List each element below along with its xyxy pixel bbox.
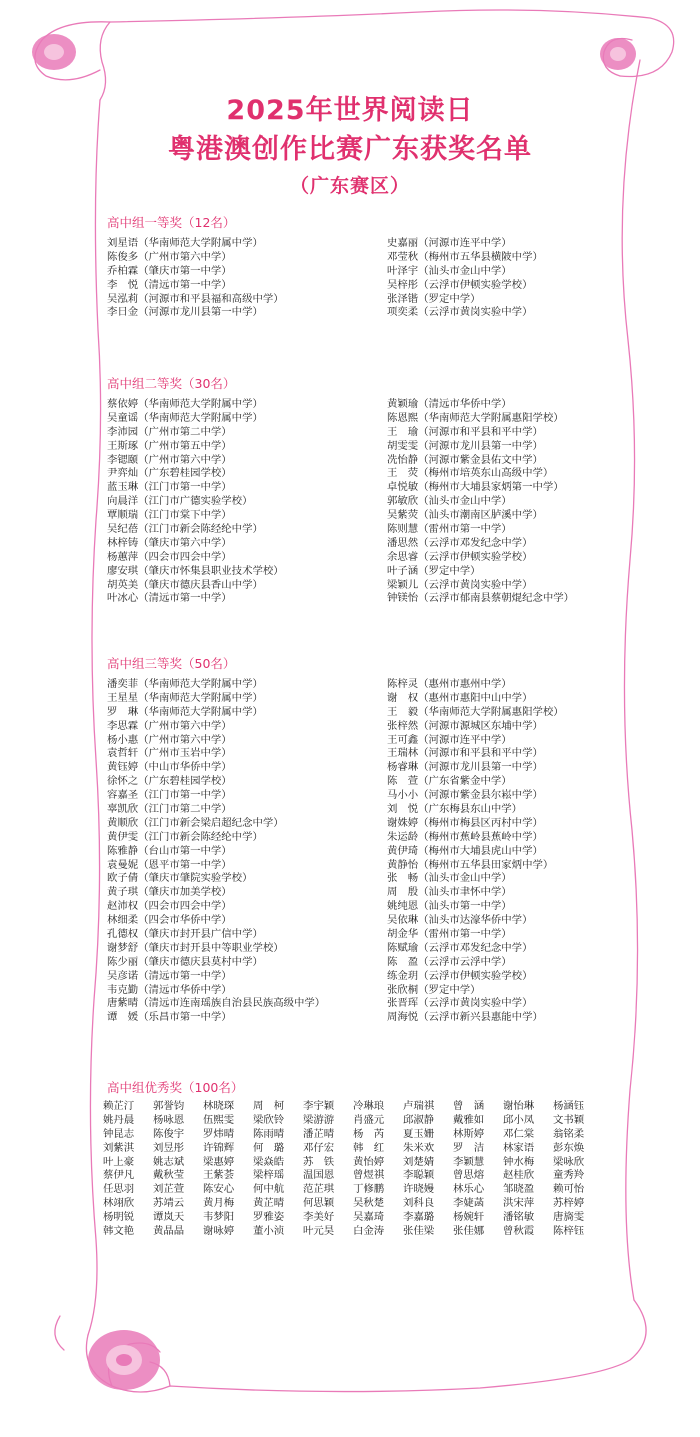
- winner-name: 李聪颖: [403, 1169, 435, 1182]
- winner-name: 曾秋霞: [503, 1225, 535, 1238]
- winner-name: 白金涛: [353, 1225, 385, 1238]
- section-heading: 高中组优秀奖（100名）: [107, 1080, 244, 1095]
- winner-entry: 史嘉丽（河源市连平中学）: [387, 237, 512, 249]
- winner-name: 刘楚婧: [403, 1155, 435, 1168]
- winner-name: 潘芷晴: [303, 1127, 335, 1140]
- winner-name: 林家语: [503, 1141, 535, 1154]
- winner-entry: 马小小（河源市紫金县尔崧中学）: [387, 789, 543, 802]
- winner-name: 杨 芮: [353, 1127, 385, 1140]
- winner-entry: 邓莹秋（梅州市五华县横陂中学）: [387, 250, 543, 263]
- winner-entry: 吴泓莉（河源市和平县福和高级中学）: [107, 292, 284, 305]
- winner-name: 梁欣铃: [253, 1113, 285, 1126]
- winner-name: 苏 铁: [303, 1155, 335, 1168]
- winner-entry: 谢梦舒（肇庆市封开县中等职业学校）: [107, 941, 284, 954]
- winner-entry: 王 瑜（河源市和平县和平中学）: [387, 425, 543, 438]
- winner-name: 曾 涵: [453, 1100, 485, 1112]
- winner-name: 童秀羚: [553, 1169, 585, 1182]
- winner-name: 周 柯: [253, 1100, 285, 1112]
- winner-entry: 陈 萱（广东省紫金中学）: [387, 775, 512, 788]
- section-heading: 高中组三等奖（50名）: [107, 656, 236, 671]
- winner-name: 邱小凤: [503, 1113, 535, 1126]
- winners-name-grid: [103, 1100, 603, 1239]
- winner-name: 谢怡琳: [503, 1100, 535, 1112]
- winner-name: 李宇颖: [303, 1100, 335, 1112]
- winner-name: 韩 红: [353, 1141, 385, 1154]
- winner-entry: 王 荧（梅州市培英东山高级中学）: [387, 467, 554, 480]
- winner-entry: 谢姝婷（梅州市梅县区丙村中学）: [387, 816, 543, 829]
- winner-entry: 陈雅静（台山市第一中学）: [107, 844, 232, 857]
- winner-entry: 赵沛权（四会市四会中学）: [107, 900, 232, 913]
- winner-name: 林斯婷: [453, 1127, 485, 1140]
- winner-entry: 陈梓灵（惠州市惠州中学）: [387, 678, 512, 690]
- winner-entry: 郭敏欣（汕头市金山中学）: [387, 495, 512, 508]
- winner-name: 吴秋楚: [353, 1197, 385, 1210]
- winner-entry: 欧子倩（肇庆市肇院实验学校）: [107, 872, 253, 885]
- winner-name: 何 璐: [253, 1141, 285, 1154]
- winners-right-column: [387, 678, 564, 1025]
- winner-entry: 卓悦敏（梅州市大埔县家炳第一中学）: [387, 481, 564, 494]
- winner-entry: 叶子涵（罗定中学）: [387, 564, 481, 577]
- winner-entry: 李锶颐（广州市第六中学）: [107, 453, 232, 466]
- winner-name: 陈俊宇: [153, 1127, 185, 1140]
- winner-name: 黄月梅: [203, 1197, 235, 1210]
- winner-name: 梁梓瑶: [253, 1169, 285, 1182]
- winner-entry: 项奕柔（云浮市黄岗实验中学）: [387, 306, 533, 319]
- winner-entry: 黄顺欣（江门市新会梁启超纪念中学）: [107, 816, 284, 829]
- winner-name: 黄怡婷: [353, 1155, 385, 1168]
- winner-name: 唐旖雯: [553, 1211, 585, 1224]
- winner-entry: 谭 媛（乐昌市第一中学）: [107, 1011, 232, 1024]
- winner-entry: 谢 权（惠州市惠阳中山中学）: [387, 691, 533, 704]
- winner-name: 夏玉姗: [403, 1127, 435, 1140]
- section-heading: 高中组二等奖（30名）: [107, 376, 236, 391]
- winner-name: 陈雨晴: [253, 1127, 285, 1140]
- winner-entry: 陈 盈（云浮市云浮中学）: [387, 955, 512, 968]
- winner-entry: 叶冰心（清远市第一中学）: [107, 592, 232, 605]
- winner-entry: 王可鑫（河源市连平中学）: [387, 733, 512, 746]
- winner-name: 梁焱皓: [253, 1155, 285, 1168]
- winner-name: 罗 洁: [453, 1141, 485, 1154]
- winner-entry: 杨睿琳（河源市龙川县第一中学）: [387, 761, 543, 774]
- winner-entry: 周 殷（汕头市聿怀中学）: [387, 886, 512, 899]
- winner-entry: 潘奕菲（华南师范大学附属中学）: [107, 678, 263, 690]
- winner-entry: 王瑞林（河源市和平县和平中学）: [387, 747, 543, 760]
- winner-entry: 黄子琪（肇庆市加美学校）: [107, 886, 232, 899]
- winner-entry: 胡金华（雷州市第一中学）: [387, 928, 512, 941]
- winner-name: 何思颖: [303, 1197, 335, 1210]
- title-line-3: （广东赛区）: [289, 175, 410, 197]
- winner-name: 翁铭柔: [553, 1127, 585, 1140]
- winner-name: 邹晓盈: [503, 1183, 535, 1196]
- winner-entry: 黄伊琦（梅州市大埔县虎山中学）: [387, 844, 543, 857]
- winner-name: 吴嘉琦: [353, 1211, 385, 1224]
- title-line-2: 粤港澳创作比赛广东获奖名单: [168, 134, 532, 165]
- winner-entry: 孔德权（肇庆市封开县广信中学）: [107, 928, 263, 941]
- winner-name: 黄芷晴: [253, 1197, 285, 1210]
- winner-entry: 黄伊雯（江门市新会陈经纶中学）: [107, 830, 263, 843]
- winner-name: 张佳梁: [403, 1225, 435, 1238]
- winner-name: 梁游游: [303, 1113, 335, 1126]
- winner-name: 杨涵钰: [553, 1100, 585, 1112]
- winner-entry: 袁曼妮（恩平市第一中学）: [107, 858, 232, 871]
- winner-name: 黄晶晶: [153, 1225, 185, 1238]
- winner-name: 罗炜晴: [203, 1127, 235, 1140]
- bottom-roll: [86, 1300, 646, 1392]
- winner-entry: 辜凯欣（江门市第二中学）: [107, 803, 232, 816]
- winner-name: 邱淑静: [403, 1113, 435, 1126]
- winner-name: 潘铭敏: [503, 1211, 535, 1224]
- winner-name: 许晓嫚: [403, 1183, 435, 1196]
- winner-name: 温国恩: [303, 1169, 335, 1182]
- winner-entry: 刘星语（华南师范大学附属中学）: [107, 237, 263, 249]
- winner-name: 伍熙雯: [203, 1113, 235, 1126]
- winner-name: 刘芷萱: [153, 1183, 185, 1196]
- winner-entry: 黄钰婷（中山市华侨中学）: [107, 761, 232, 774]
- winners-right-column: [387, 237, 543, 320]
- winner-entry: 王 毅（华南师范大学附属惠阳学校）: [387, 705, 564, 718]
- winner-name: 李婕菡: [453, 1197, 485, 1210]
- winner-name: 林晓琛: [203, 1100, 235, 1112]
- winner-entry: 覃顺瑞（江门市棠下中学）: [107, 509, 232, 522]
- title-line-1: 2025年世界阅读日: [226, 95, 474, 126]
- winner-entry: 梁颖儿（云浮市黄岗实验中学）: [387, 578, 533, 591]
- winner-name: 王紫荟: [203, 1169, 235, 1182]
- winner-entry: 余思睿（云浮市伊顿实验学校）: [387, 550, 533, 563]
- section-heading: 高中组一等奖（12名）: [107, 215, 236, 230]
- right-edge: [622, 60, 640, 1300]
- winner-entry: 钟镁怡（云浮市郁南县蔡朝焜纪念中学）: [387, 592, 575, 605]
- winner-entry: 黄颖瑜（清远市华侨中学）: [387, 398, 512, 410]
- winner-name: 朱米欢: [403, 1141, 435, 1154]
- winner-entry: 李日金（河源市龙川县第一中学）: [107, 306, 263, 319]
- winner-entry: 张 畅（汕头市金山中学）: [387, 872, 512, 885]
- winner-name: 卢瑞祺: [403, 1100, 435, 1112]
- winner-entry: 向晨洋（江门市广德实验学校）: [107, 495, 253, 508]
- winner-entry: 胡雯雯（河源市龙川县第一中学）: [387, 439, 543, 452]
- left-edge: [88, 100, 101, 1335]
- winner-name: 彭东焕: [553, 1141, 585, 1154]
- winner-name: 刘昱彤: [153, 1141, 185, 1154]
- winner-name: 杨明锐: [103, 1211, 135, 1224]
- winner-entry: 周海悦（云浮市新兴县惠能中学）: [387, 1011, 543, 1024]
- winner-name: 叶上豪: [103, 1155, 135, 1168]
- winner-name: 任思羽: [103, 1183, 135, 1196]
- winner-entry: 吴纪蓓（江门市新会陈经纶中学）: [107, 523, 263, 536]
- winner-entry: 陈少丽（肇庆市德庆县莫村中学）: [107, 955, 263, 968]
- winner-entry: 张晋珲（云浮市黄岗实验中学）: [387, 997, 533, 1010]
- winner-name: 赖芷汀: [103, 1100, 135, 1112]
- winner-name: 冷琳琅: [353, 1100, 385, 1112]
- winner-entry: 张梓然（河源市源城区东埔中学）: [387, 719, 543, 732]
- winner-name: 丁修鹏: [353, 1183, 385, 1196]
- winner-name: 谢咏婷: [203, 1225, 235, 1238]
- winner-name: 肖盛元: [353, 1113, 385, 1126]
- winner-entry: 徐怀之（广东碧桂园学校）: [107, 775, 232, 788]
- winner-name: 邓仁棠: [503, 1127, 535, 1140]
- winner-entry: 唐紫晴（清远市连南瑶族自治县民族高级中学）: [107, 997, 326, 1010]
- winners-right-column: [387, 398, 574, 606]
- winner-name: 陈安心: [203, 1183, 235, 1196]
- winners-left-column: [107, 678, 325, 1025]
- winner-entry: 罗 琳（华南师范大学附属中学）: [107, 705, 263, 718]
- winner-name: 梁惠婷: [203, 1155, 235, 1168]
- winner-name: 曾煜祺: [353, 1169, 385, 1182]
- winner-entry: 潘思然（云浮市邓发纪念中学）: [387, 536, 533, 549]
- winner-entry: 练金玥（云浮市伊顿实验学校）: [387, 969, 533, 982]
- winner-entry: 陈则慧（雷州市第一中学）: [387, 523, 512, 536]
- winner-entry: 乔柏霖（肇庆市第一中学）: [107, 264, 232, 277]
- winner-entry: 陈赋瑜（云浮市邓发纪念中学）: [387, 941, 533, 954]
- winner-name: 文书颖: [553, 1113, 585, 1126]
- winner-name: 罗雅姿: [253, 1211, 285, 1224]
- winner-name: 林翊欣: [103, 1197, 135, 1210]
- winner-entry: 杨蕙萍（四会市四会中学）: [107, 550, 232, 563]
- winner-entry: 吴彦诺（清远市第一中学）: [107, 969, 232, 982]
- winner-name: 范芷琪: [303, 1183, 335, 1196]
- winner-entry: 王斯琢（广州市第五中学）: [107, 439, 232, 452]
- top-roll: [42, 10, 674, 77]
- winner-entry: 陈俊多（广州市第六中学）: [107, 250, 232, 263]
- winner-name: 韩文艳: [103, 1225, 135, 1238]
- winner-name: 谭岚天: [153, 1211, 185, 1224]
- winner-name: 郭誉钧: [153, 1100, 185, 1112]
- winner-entry: 黄静怡（梅州市五华县田家炳中学）: [387, 858, 554, 871]
- winner-entry: 容嘉圣（江门市第一中学）: [107, 789, 232, 802]
- winner-name: 李嘉璐: [403, 1211, 435, 1224]
- winner-entry: 姚纯恩（汕头市第一中学）: [387, 900, 512, 913]
- winner-entry: 林细柔（四会市华侨中学）: [107, 914, 232, 927]
- winner-entry: 张欣桐（罗定中学）: [387, 983, 481, 996]
- winner-name: 姚志斌: [153, 1155, 185, 1168]
- winner-name: 钟水梅: [503, 1155, 535, 1168]
- winner-name: 邓仔宏: [303, 1141, 335, 1154]
- winners-left-column: [107, 398, 284, 606]
- winner-name: 曾思熔: [453, 1169, 485, 1182]
- winner-entry: 朱运龄（梅州市蕉岭县蕉岭中学）: [387, 830, 543, 843]
- winner-name: 韦梦阳: [203, 1211, 235, 1224]
- winner-name: 董小浈: [253, 1225, 285, 1238]
- winner-entry: 李沛园（广州市第二中学）: [107, 425, 232, 438]
- winner-entry: 李 悦（清远市第一中学）: [107, 278, 232, 291]
- winner-name: 戴秋莹: [153, 1169, 185, 1182]
- winner-entry: 胡英美（肇庆市德庆县香山中学）: [107, 578, 263, 591]
- winner-name: 杨咏恩: [153, 1113, 185, 1126]
- winner-name: 叶元昊: [303, 1225, 335, 1238]
- winner-entry: 蔡依婷（华南师范大学附属中学）: [107, 398, 263, 410]
- winner-entry: 陈恩熙（华南师范大学附属惠阳学校）: [387, 411, 564, 424]
- winners-left-column: [107, 237, 284, 320]
- winner-name: 苏梓婷: [553, 1197, 585, 1210]
- winner-entry: 吴紫荧（汕头市潮南区胪溪中学）: [387, 509, 543, 522]
- winner-name: 许锦辉: [203, 1141, 235, 1154]
- winner-name: 赵桂欣: [503, 1169, 535, 1182]
- winner-name: 苏靖云: [153, 1197, 185, 1210]
- winner-entry: 蓝玉琳（江门市第一中学）: [107, 481, 232, 494]
- winner-name: 钟昆志: [103, 1127, 135, 1140]
- winner-name: 蔡伊凡: [103, 1169, 135, 1182]
- winner-entry: 尹弈灿（广东碧桂园学校）: [107, 467, 232, 480]
- winner-name: 李美好: [303, 1211, 335, 1224]
- winner-entry: 吴梓彤（云浮市伊顿实验学校）: [387, 278, 533, 291]
- winner-name: 洪宋萍: [503, 1197, 535, 1210]
- winner-name: 张佳娜: [453, 1225, 485, 1238]
- winner-name: 赖可怡: [553, 1183, 585, 1196]
- winner-name: 杨婉轩: [453, 1211, 485, 1224]
- winner-entry: 袁哲轩（广州市玉岩中学）: [107, 747, 232, 760]
- winner-entry: 廖安琪（肇庆市怀集县职业技术学校）: [107, 564, 284, 577]
- winner-name: 姚丹晨: [103, 1113, 135, 1126]
- winner-name: 刘紫淇: [103, 1141, 135, 1154]
- winner-entry: 王星星（华南师范大学附属中学）: [107, 691, 263, 704]
- winner-name: 陈梓钰: [553, 1225, 585, 1238]
- winner-entry: 叶泽宇（汕头市金山中学）: [387, 264, 512, 277]
- winner-entry: 冼怡静（河源市紫金县佑文中学）: [387, 453, 543, 466]
- winner-name: 何中航: [253, 1183, 285, 1196]
- winner-name: 李颖慧: [453, 1155, 485, 1168]
- winner-name: 林乐心: [453, 1183, 485, 1196]
- winner-entry: 吴依琳（汕头市达濠华侨中学）: [387, 914, 533, 927]
- winner-entry: 林梓铸（肇庆市第六中学）: [107, 536, 232, 549]
- winner-entry: 吴童谣（华南师范大学附属中学）: [107, 411, 263, 424]
- winner-entry: 刘 悦（广东梅县东山中学）: [387, 803, 523, 816]
- winner-name: 梁咏欣: [553, 1155, 585, 1168]
- winner-name: 刘科良: [403, 1197, 435, 1210]
- winner-entry: 杨小惠（广州市第六中学）: [107, 733, 232, 746]
- winner-name: 戴雅如: [453, 1113, 485, 1126]
- winner-entry: 李思霖（广州市第六中学）: [107, 719, 232, 732]
- winner-entry: 张泽锴（罗定中学）: [387, 292, 481, 305]
- winner-entry: 韦克勤（清远市华侨中学）: [107, 983, 232, 996]
